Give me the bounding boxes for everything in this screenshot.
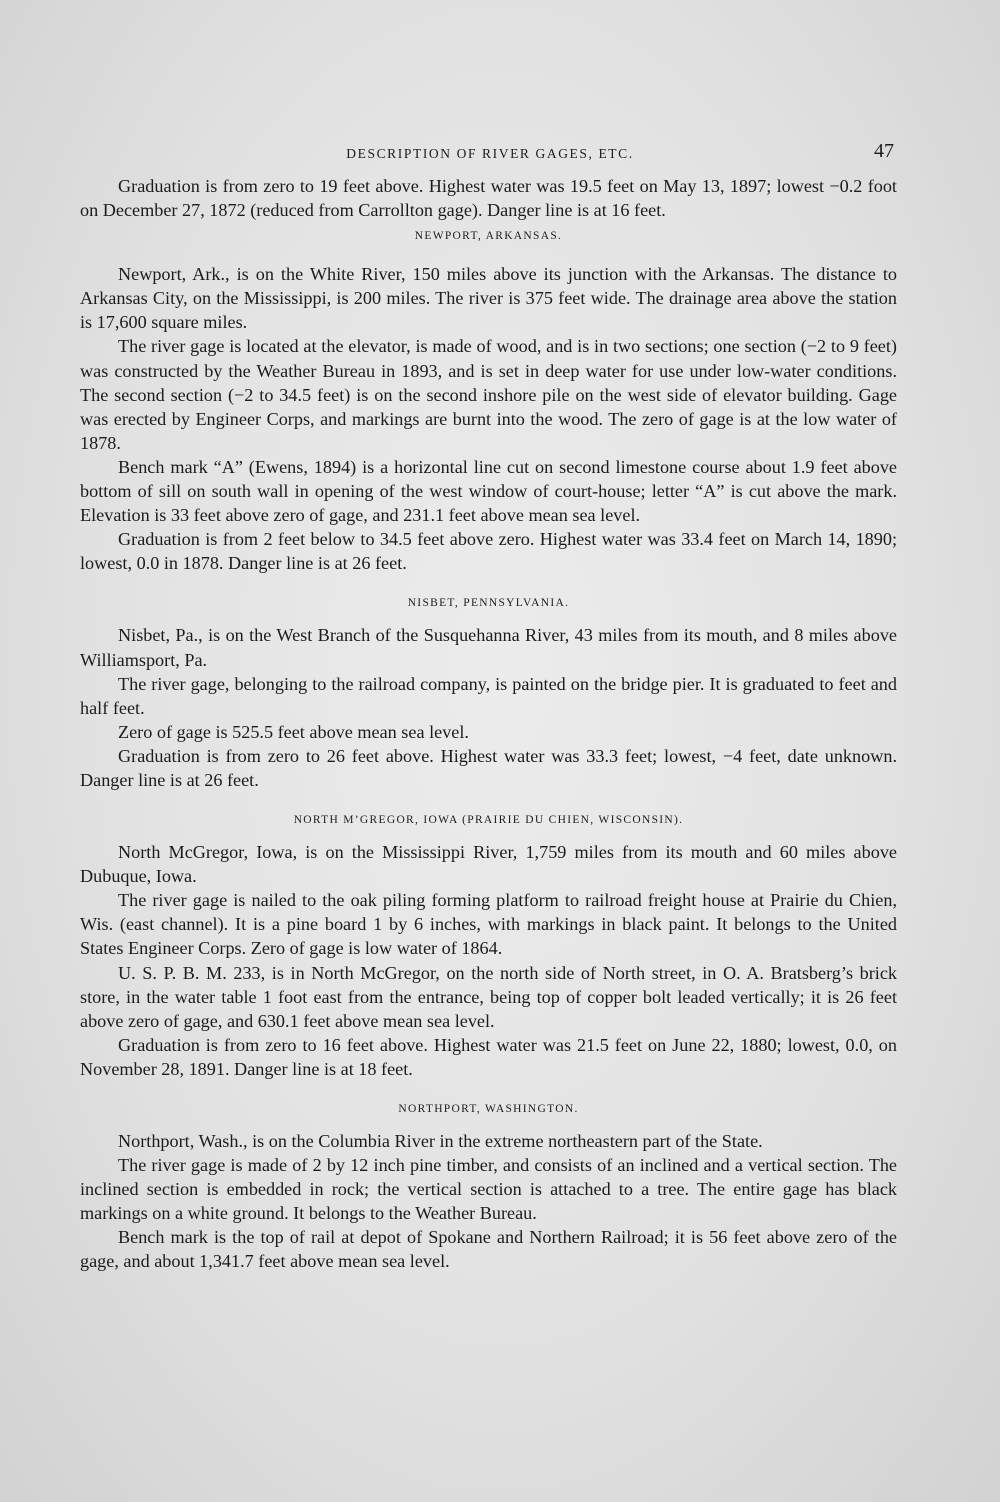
paragraph: Graduation is from 2 feet below to 34.5 feet above zero. Highest water was 33.4 feet on March 14, 1890; lowest, 0.0 in 1878. Danger line is at 26 feet. <box>80 529 897 574</box>
paragraph: The river gage is located at the elevator, is made of wood, and is in two sections; one section (−2 to 9 feet) was constructed by the Weather Bureau in 1893, and is set in deep water for use under low-water conditions. The second section (−2 to 34.5 feet) is on the second inshore pile on the west side of elevator building. Gage was erected by Engineer Corps, and markings are burnt into the wood. The zero of gage is at the low water of 1878. <box>80 336 897 453</box>
paragraph: Bench mark is the top of rail at depot of Spokane and Northern Railroad; it is 56 feet above zero of the gage, and about 1,341.7 feet above mean sea level. <box>80 1227 897 1272</box>
section-heading-newport: NEWPORT, ARKANSAS. <box>414 230 563 243</box>
paragraph: The river gage is made of 2 by 12 inch pine timber, and consists of an inclined and a vertical section. The inclined section is embedded in rock; the vertical section is attached to a tree. The entire gage has black markings on a white ground. It belongs to the Weather Bureau. <box>80 1155 897 1224</box>
paragraph: U. S. P. B. M. 233, is in North McGregor, on the north side of North street, in O. A. Bratsberg’s brick store, in the water table 1 foot east from the entrance, being top of copper bolt leaded vertically; it is 26 feet above zero of gage, and 630.1 feet above mean sea level. <box>80 962 897 1031</box>
paragraph: Graduation is from zero to 26 feet above. Highest water was 33.3 feet; lowest, −4 feet, date unknown. Danger line is at 26 feet. <box>80 745 897 790</box>
paragraph: Nisbet, Pa., is on the West Branch of the Susquehanna River, 43 miles from its mouth, and 8 miles above Williamsport, Pa. <box>80 625 897 670</box>
running-title: DESCRIPTION OF RIVER GAGES, ETC. <box>346 146 634 161</box>
section-heading-northport: NORTHPORT, WASHINGTON. <box>398 1103 579 1115</box>
paragraph: North McGregor, Iowa, is on the Mississippi River, 1,759 miles from its mouth and 60 miles above Dubuque, Iowa. <box>80 842 897 887</box>
paragraph: Zero of gage is 525.5 feet above mean sea level. <box>118 721 469 742</box>
paragraph: Northport, Wash., is on the Columbia River in the extreme northeastern part of the State. <box>118 1131 763 1151</box>
page-body <box>80 174 897 1274</box>
paragraph: The river gage is nailed to the oak piling forming platform to railroad freight house at Prairie du Chien, Wis. (east channel). It is a pine board 1 by 6 inches, with markings in black paint. It belongs to the United States Engineer Corps. Zero of gage is low water of 1864. <box>80 890 897 959</box>
paragraph: Graduation is from zero to 16 feet above. Highest water was 21.5 feet on June 22, 1880; lowest, 0.0, on November 28, 1891. Danger line is at 18 feet. <box>80 1034 897 1079</box>
paragraph: The river gage, belonging to the railroad company, is painted on the bridge pier. It is graduated to feet and half feet. <box>80 673 897 718</box>
running-head <box>80 142 900 166</box>
paragraph: Newport, Ark., is on the White River, 150 miles above its junction with the Arkansas. The distance to Arkansas City, on the Mississippi, is 200 miles. The river is 375 feet wide. The drainage area above the station is 17,600 square miles. <box>80 264 897 333</box>
intro-paragraph: Graduation is from zero to 19 feet above. Highest water was 19.5 feet on May 13, 1897; lowest −0.2 foot on December 27, 1872 (reduced from Carrollton gage). Danger line is at 16 feet. <box>80 176 897 221</box>
paragraph: Bench mark “A” (Ewens, 1894) is a horizontal line cut on second limestone course about 1.9 feet above bottom of sill on south wall in opening of the west window of court-house; letter “A” is cut above the mark. Elevation is 33 feet above zero of gage, and 231.1 feet above mean sea level. <box>80 456 897 526</box>
section-heading-north-mcgregor: NORTH M’GREGOR, IOWA (PRAIRIE DU CHIEN, WISCONSIN). <box>293 814 684 827</box>
section-heading-nisbet: NISBET, PENNSYLVANIA. <box>407 597 570 610</box>
page-number: 47 <box>874 140 894 162</box>
